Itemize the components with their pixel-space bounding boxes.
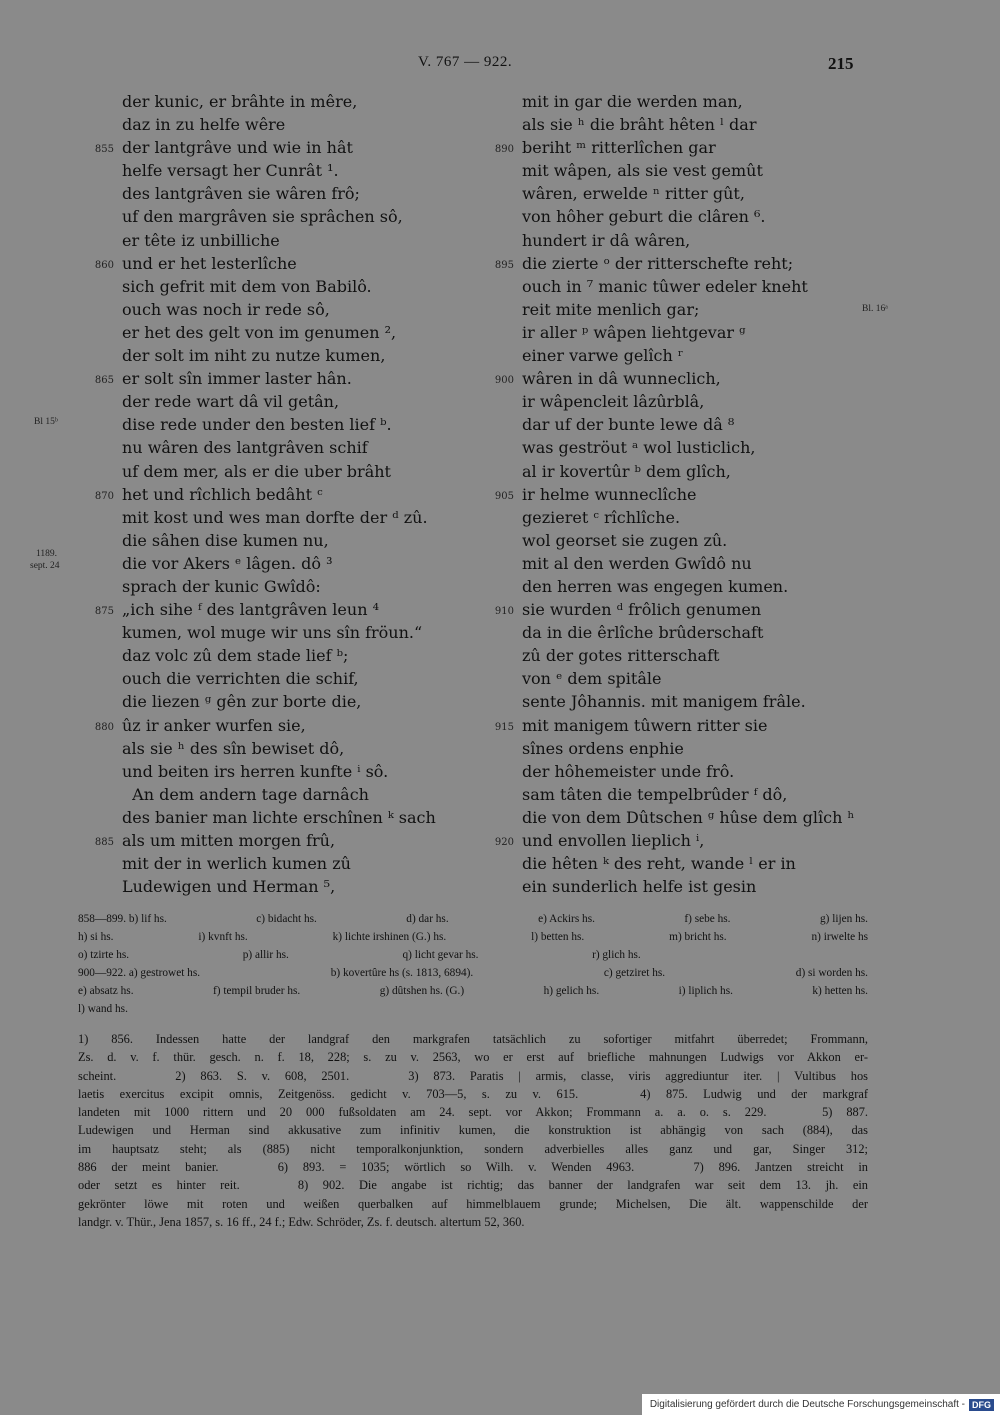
apparatus-entry: k) hetten hs. [812,985,868,997]
line-number: 860 [94,259,114,271]
verse-text: beriht ᵐ ritterlîchen gar [522,138,716,158]
apparatus-entry: 858—899. b) lif hs. [78,913,167,925]
verse-line [122,321,436,344]
footnote-line: oder setzt es hinter reit. 8) 902. Die angabe ist richtig; das banner der landgrafen war seit dem 13. jh. ein [78,1178,868,1193]
verse-line [122,737,436,760]
verse-line [122,806,436,829]
footnote-line: 1) 856. Indessen hatte der landgraf den markgrafen tatsächlich zu sofortiger mitfahrt überredet; Frommann, [78,1032,868,1046]
apparatus-entry: 900—922. a) gestrowet hs. [78,967,201,979]
verse-text: mit al den werden Gwîdô nu [522,553,752,573]
verse-text: Ludewigen und Herman ⁵, [122,877,336,897]
apparatus-entry: i) liplich hs. [678,985,733,997]
verse-text: die von dem Dûtschen ᵍ hûse dem glîch ʰ [522,807,855,827]
verse-line [122,667,436,690]
verse-line [122,852,436,875]
verse-text: het und rîchlich bedâht ᶜ [122,484,323,504]
line-number: 855 [94,144,114,156]
verse-text: sente Jôhannis. mit manigem frâle. [522,692,806,712]
verse-line [522,298,854,321]
line-number: 885 [94,837,114,848]
verse-text: daz volc zû dem stade lief ᵇ; [122,646,349,666]
verse-line [122,344,436,367]
verse-text: ir aller ᵖ wâpen liehtgevar ᵍ [522,322,746,342]
verse-line [122,575,436,598]
verse-line [122,690,436,713]
verse-line [122,182,436,205]
verse-column-right [494,90,855,898]
verse-line [122,413,436,436]
verse-text: des lantgrâven sie wâren frô; [122,184,360,204]
apparatus-entry: g) lijen hs. [819,913,868,925]
verse-text: sprach der kunic Gwîdô: [122,576,321,596]
verse-text: „ich sihe ᶠ des lantgrâven leun ⁴ [122,600,379,620]
verse-line [94,829,436,852]
line-number: 890 [494,144,514,156]
page-number: 215 [828,54,854,73]
verse-line [122,436,436,459]
apparatus-entry: q) licht gevar hs. [402,949,479,961]
verse-line [94,714,436,737]
footnote-line: im hauptsatz steht; als (885) nicht temporalkonjunktion, sondern adverbielles alles ganz und gar, Singer 312; [78,1141,868,1156]
apparatus-entry: o) tzirte hs. [78,949,130,961]
apparatus-entry: b) kovertûre hs (s. 1813, 6894). [330,967,474,979]
verse-line [494,136,854,159]
footnote-line: 886 der meint banier. 6) 893. = 1035; wörtlich so Wilh. v. Wenden 4963. 7) 896. Jantzen streicht in [78,1160,868,1175]
verse-line [522,460,854,483]
apparatus-entry: n) irwelte hs [811,931,868,943]
verse-line [522,806,854,829]
apparatus-row [78,982,868,1000]
verse-text: den herren was engegen kumen. [522,576,789,596]
verse-text: mit manigem tûwern ritter sie [522,715,768,735]
verse-text: die hêten ᵏ des reht, wande ˡ er in [522,854,796,874]
verse-text: und er het lesterlîche [122,253,297,273]
verse-text: der lantgrâve und wie in hât [122,138,353,158]
footnote-line: gekrönter löwe mit roten und weißen querbalken auf himmelblauem grunde; Michelsen, Die ält. wappenschilde der [78,1196,868,1211]
verse-text: die liezen ᵍ gên zur borte die, [122,692,362,712]
verse-text: ir wâpencleit lâzûrblâ, [522,392,705,412]
verse-text: ûz ir anker wurfen sie, [122,715,306,735]
verse-text: ein sunderlich helfe ist gesin [522,877,757,897]
apparatus-entry: l) betten hs. [531,931,585,943]
apparatus-entry: g) dûtshen hs. (G.) [379,985,465,997]
verse-text: dar uf der bunte lewe dâ ⁸ [522,415,735,435]
verse-text: des banier man lichte erschînen ᵏ sach [122,807,436,827]
verse-line [522,90,854,113]
verse-line [94,483,436,506]
apparatus-entry: i) kvnft hs. [198,931,248,943]
verse-text: al ir kovertûr ᵇ dem glîch, [522,461,731,481]
verse-line [522,852,854,875]
apparatus-entry: f) tempil bruder hs. [213,985,301,997]
verse-text: als sie ʰ die brâht hêten ˡ dar [522,115,757,135]
verse-line [122,205,436,228]
footnote-line: laetis exercitus excipit omnis, Zeitgenöss. gedicht v. 703—5, s. zu v. 615. 4) 875. Ludwig und der markgraf [78,1086,868,1101]
line-number: 870 [94,490,114,502]
critical-apparatus [78,910,868,1018]
apparatus-entry: c) bidacht hs. [256,913,317,925]
verse-line [522,182,854,205]
verse-line [122,298,436,321]
apparatus-entry: h) si hs. [78,931,114,943]
verse-text: sînes ordens enphie [522,738,684,758]
line-number: 895 [494,259,514,271]
footnote-line: Ludewigen und Herman sind akkusative zum infinitiv kumen, die konstruktion ist abhängig von sach (884), das [78,1123,868,1138]
verse-text: helfe versagt her Cunrât ¹. [122,161,339,181]
apparatus-entry: l) wand hs. [78,1003,128,1015]
verse-text: zû der gotes ritterschaft [522,646,720,666]
verse-text: mit der in werlich kumen zû [122,854,351,874]
verse-text: und envollen lieplich ⁱ, [522,831,705,850]
line-number: 905 [494,490,514,502]
verse-text: gezieret ᶜ rîchlîche. [522,507,681,527]
margin-note-date-day: sept. 24 [30,561,60,571]
verse-line [522,205,854,228]
footnotes [78,1030,868,1231]
verse-text: einer varwe gelîch ʳ [522,346,684,366]
verse-text: uf dem mer, als er die uber brâht [122,461,391,481]
verse-text: sie wurden ᵈ frôlich genumen [522,600,762,620]
verse-text: als um mitten morgen frû, [122,831,336,850]
verse-text: wâren, erwelde ⁿ ritter gût, [522,184,745,204]
verse-text: uf den margrâven sie sprâchen sô, [122,207,403,227]
verse-line [494,829,854,852]
verse-text: von ᵉ dem spitâle [522,669,662,689]
verse-text: er het des gelt von im genumen ², [122,322,397,342]
verse-line [122,159,436,182]
verse-line [94,367,436,390]
verse-text: daz in zu helfe wêre [122,115,286,135]
verse-text: ouch die verrichten die schif, [122,669,359,689]
verse-line [122,621,436,644]
verse-text: als sie ʰ des sîn bewiset dô, [122,738,345,758]
dfg-footer [642,1394,1000,1415]
verse-text: der kunic, er brâhte in mêre, [122,92,358,111]
verse-line [494,252,854,275]
verse-line [122,229,436,252]
verse-text: kumen, wol muge wir uns sîn fröun.“ [122,623,423,643]
verse-text: der solt im niht zu nutze kumen, [122,346,386,366]
apparatus-entry: e) Ackirs hs. [538,913,595,925]
verse-text: die vor Akers ᵉ lâgen. dô ³ [122,553,333,573]
verse-text: mit kost und wes man dorfte der ᵈ zû. [122,507,428,527]
footnote-line: scheint. 2) 863. S. v. 608, 2501. 3) 873. Paratis | armis, classe, viris aggrediuntur iter. | Vultibus hos [78,1068,868,1083]
verse-line [522,621,854,644]
footnote-line: Zs. d. v. f. thür. gesch. n. f. 18, 228; s. zu v. 2563, wo er erst auf briefliche mahnungen Ludwigs vor Akkon er- [78,1050,868,1065]
verse-line [122,760,436,783]
line-number: 880 [94,721,114,733]
apparatus-entry: h) gelich hs. [543,985,600,997]
margin-note-folio-right: Bl. 16ᵃ [862,304,888,314]
verse-text: mit wâpen, als sie vest gemût [522,161,763,181]
apparatus-row [78,964,868,982]
running-title: V. 767 — 922. [418,54,513,70]
verse-text: dise rede under den besten lief ᵇ. [122,415,392,435]
verse-line [122,875,436,898]
verse-line [122,113,436,136]
apparatus-entry: m) bricht hs. [669,931,727,943]
line-number: 920 [494,837,514,848]
verse-text: ouch was noch ir rede sô, [122,299,330,319]
verse-text: sich gefrit mit dem von Babilô. [122,276,372,296]
line-number: 915 [494,721,514,733]
verse-text: hundert ir dâ wâren, [522,230,691,250]
verse-text: was geströut ᵃ wol lusticlich, [522,438,756,458]
verse-line [522,575,854,598]
verse-line [122,506,436,529]
verse-line [522,644,854,667]
verse-text: wâren in dâ wunneclich, [522,369,721,389]
verse-line [522,229,854,252]
verse-text: der rede wart dâ vil getân, [122,392,340,412]
verse-line [522,506,854,529]
apparatus-entry: k) lichte irshinen (G.) hs. [332,931,447,943]
apparatus-entry: r) glich hs. [592,949,641,961]
verse-line [94,252,436,275]
verse-text: die zierte ᵒ der ritterschefte reht; [522,253,794,273]
verse-text: sam tâten die tempelbrûder ᶠ dô, [522,784,788,804]
verse-line [94,598,436,621]
verse-text: die sâhen dise kumen nu, [122,530,329,550]
verse-text: da in die êrlîche brûderschaft [522,623,764,643]
verse-line [494,483,854,506]
footnote-line: landeten mit 1000 rittern und 20 000 fußsoldaten am 24. sept. vor Akkon; Frommann a. a. o. s. 229. 5) 887. [78,1105,868,1120]
dfg-logo-icon: DFG [969,1399,994,1411]
verse-line [522,760,854,783]
verse-line [122,783,436,806]
verse-text: An dem andern tage darnâch [122,784,369,804]
verse-line [522,413,854,436]
verse-line [522,159,854,182]
verse-line [522,436,854,459]
verse-text: von hôher geburt die clâren ⁶. [522,207,766,227]
verse-text: ir helme wunneclîche [522,484,697,504]
apparatus-entry: p) allir hs. [242,949,289,961]
verse-text: und beiten irs herren kunfte ⁱ sô. [122,761,389,781]
apparatus-row [78,946,868,964]
verse-line [522,737,854,760]
footer-text: Digitalisierung gefördert durch die Deutsche Forschungsgemeinschaft - [649,1399,965,1410]
verse-text: ouch in ⁷ manic tûwer edeler kneht [522,276,808,296]
apparatus-entry: e) absatz hs. [78,985,134,997]
line-number: 910 [494,606,514,618]
apparatus-entry: d) si worden hs. [795,967,868,979]
verse-line [522,321,854,344]
apparatus-row [78,928,868,946]
verse-line [522,667,854,690]
verse-line [494,714,854,737]
verse-line [522,690,854,713]
line-number: 875 [94,606,114,618]
margin-note-folio: Bl 15ᵇ [34,417,58,427]
verse-line [122,552,436,575]
verse-text: er solt sîn immer laster hân. [122,369,352,389]
verse-line [494,367,854,390]
verse-line [122,644,436,667]
margin-note-date-year: 1189. [36,549,58,559]
verse-line [522,390,854,413]
verse-line [122,390,436,413]
verse-line [522,275,854,298]
verse-line [522,529,854,552]
verse-line [122,275,436,298]
apparatus-entry: f) sebe hs. [684,913,731,925]
verse-text: wol georset sie zugen zû. [522,530,728,550]
apparatus-row [78,910,868,928]
verse-text: er tête iz unbilliche [122,230,280,250]
verse-text: nu wâren des lantgrâven schif [122,438,368,458]
line-number: 900 [494,375,514,387]
verse-line [122,529,436,552]
verse-line [522,783,854,806]
footnote-line: landgr. v. Thür., Jena 1857, s. 16 ff., 24 f.; Edw. Schröder, Zs. f. deutsch. altertum 52, 360. [78,1214,525,1229]
apparatus-row [78,1000,868,1018]
verse-line [522,113,854,136]
line-number: 865 [94,375,114,387]
apparatus-entry: d) dar hs. [406,913,449,925]
verse-line [494,598,854,621]
verse-line [94,136,436,159]
verse-line [122,460,436,483]
apparatus-entry: c) getziret hs. [603,967,666,979]
verse-line [522,875,854,898]
verse-line [522,552,854,575]
verse-line [122,90,436,113]
verse-text: mit in gar die werden man, [522,92,743,111]
verse-column-left [94,90,436,898]
verse-line [522,344,854,367]
verse-text: reit mite menlich gar; [522,299,700,319]
verse-text: der hôhemeister unde frô. [522,761,735,781]
